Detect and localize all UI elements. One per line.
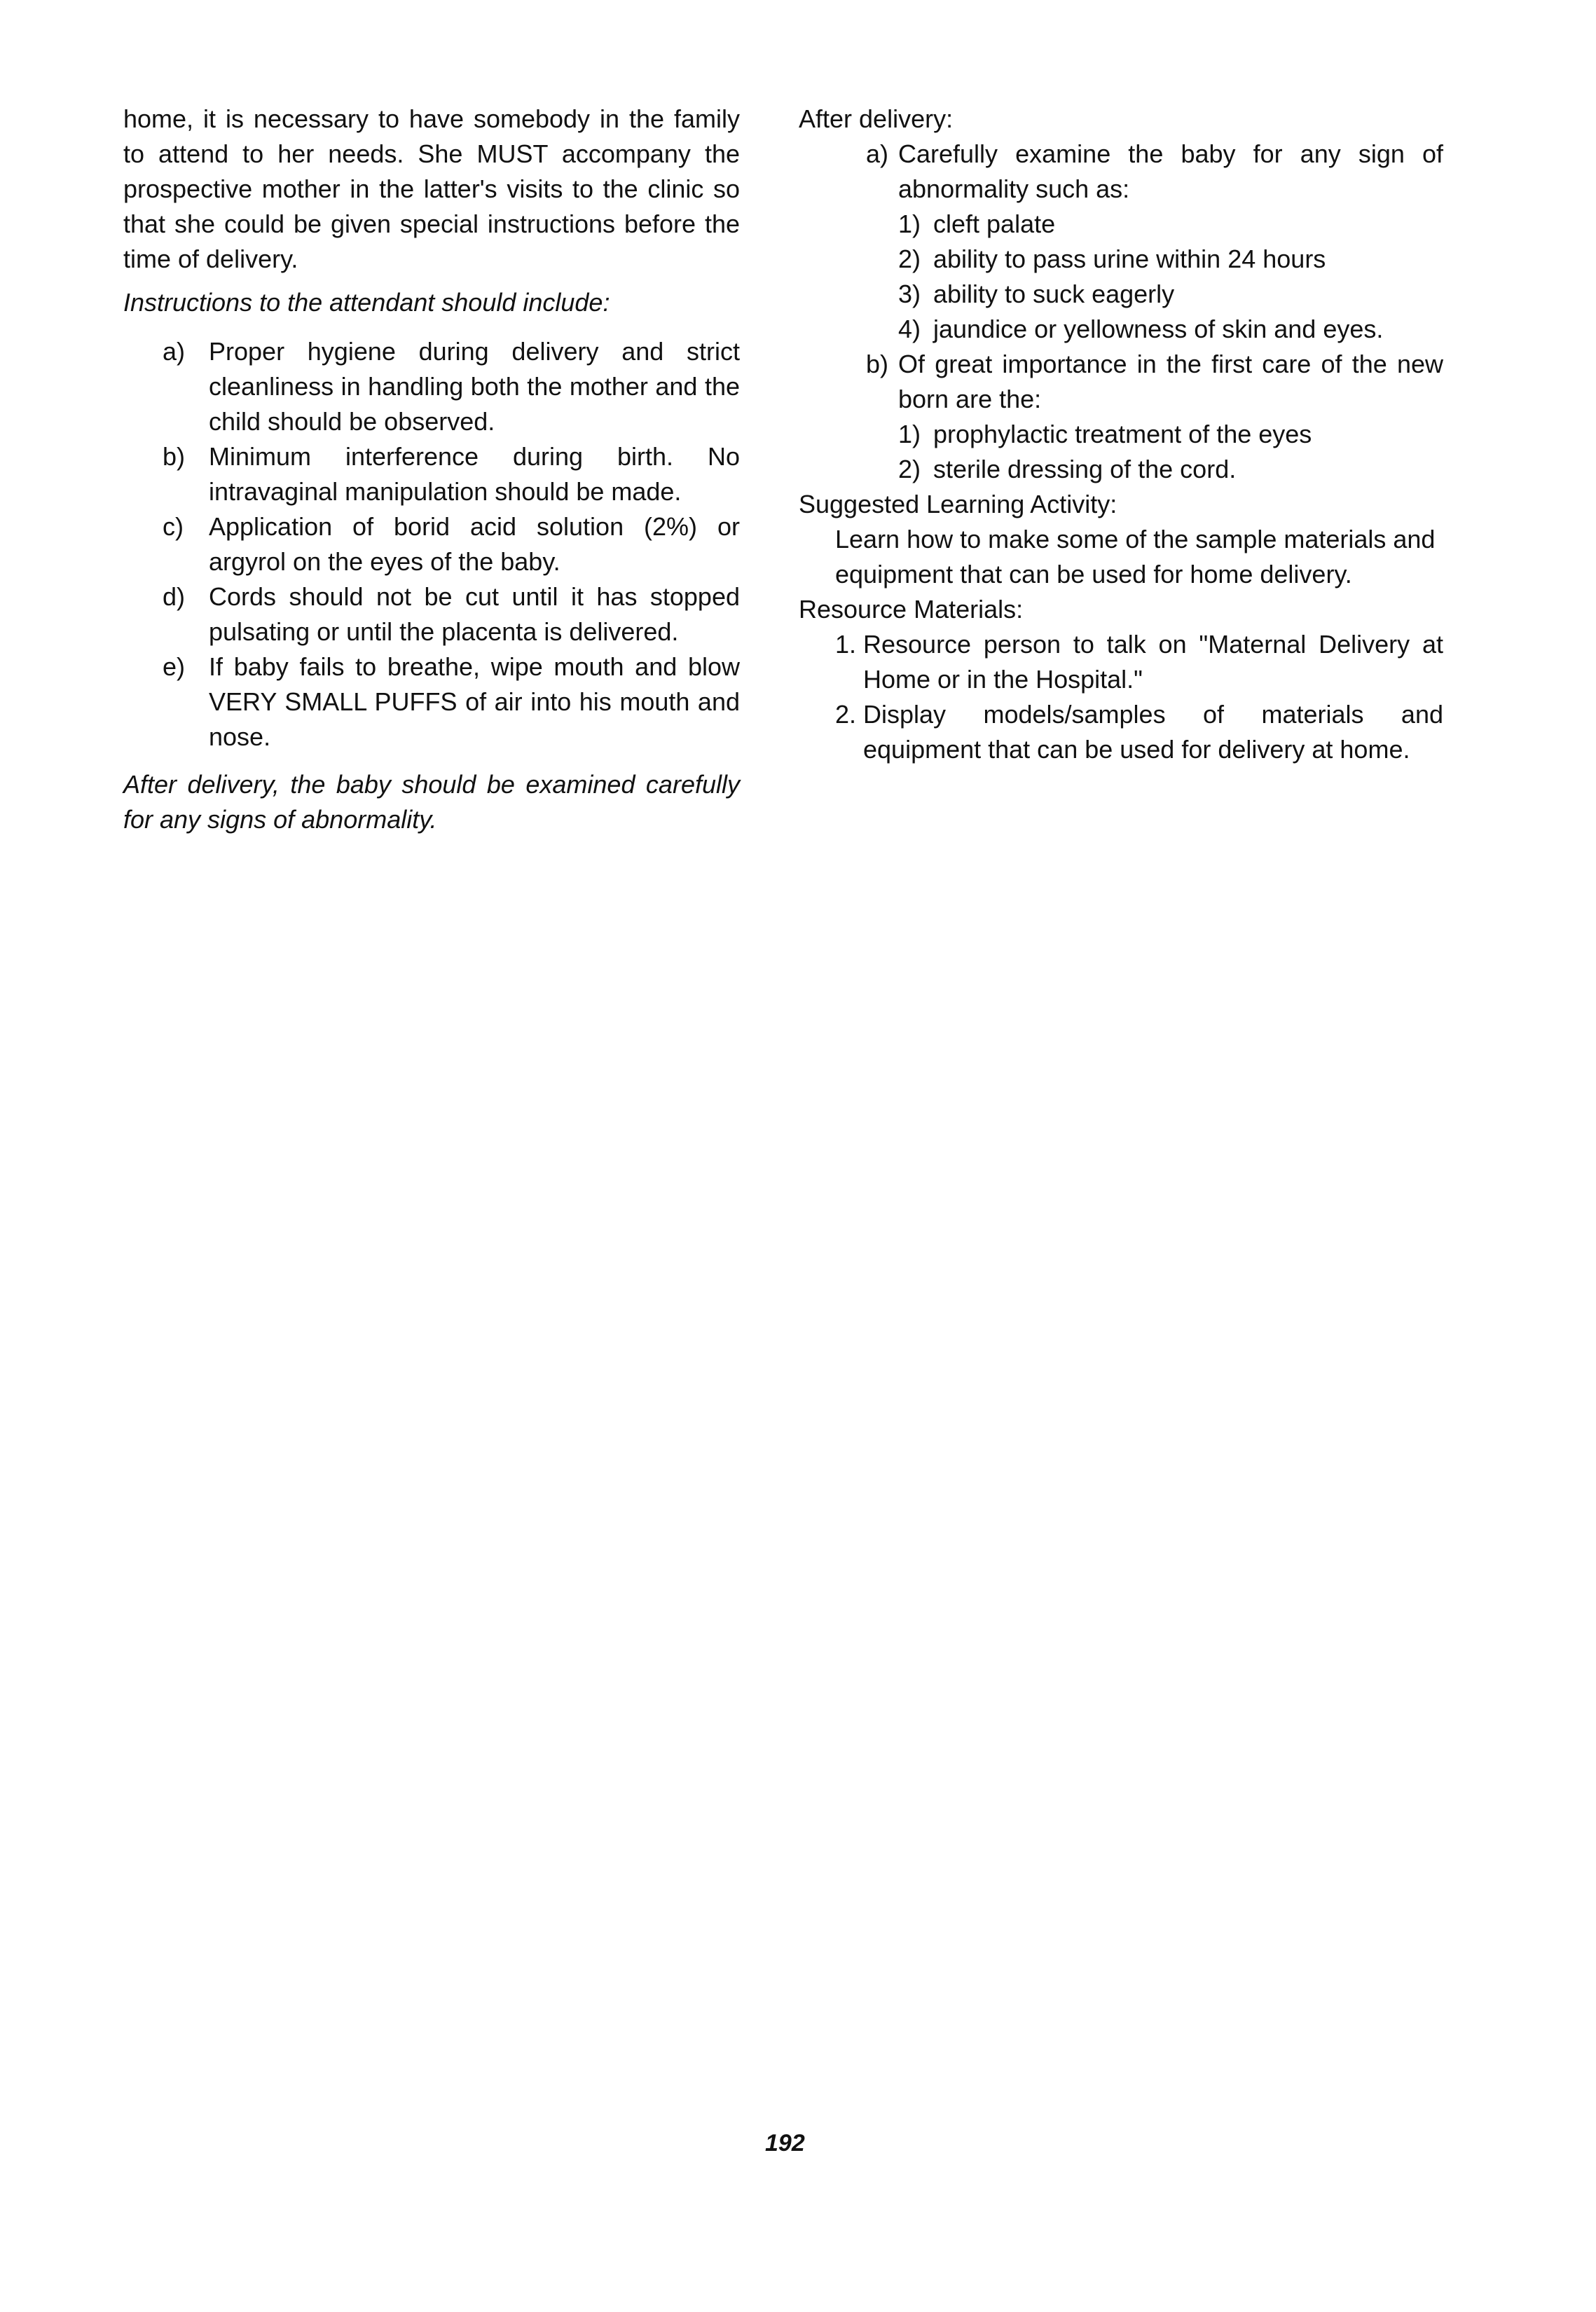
item-marker: 1) — [898, 209, 921, 238]
item-marker: 3) — [898, 280, 921, 308]
item-marker: 2. — [835, 700, 857, 729]
care-list-item — [799, 417, 1443, 452]
item-marker: e) — [163, 652, 186, 681]
instructions-list — [123, 334, 740, 755]
right-column — [799, 102, 1443, 767]
intro-paragraph: home, it is necessary to have somebody in the family to attend to her needs. She MUST accompany the prospective mother in the latter's visits to the clinic so that she could be given special instructions before the time of delivery. — [123, 104, 740, 273]
item-marker: 1. — [835, 630, 857, 659]
closing-paragraph: After delivery, the baby should be examined carefully for any signs of abnormality. — [123, 770, 740, 834]
page-number: 192 — [765, 2130, 805, 2156]
instruction-item — [123, 334, 740, 439]
item-marker: 2) — [898, 245, 921, 273]
item-marker: c) — [163, 512, 184, 541]
sign-list-item — [799, 312, 1443, 347]
item-marker: a) — [163, 337, 186, 366]
item-marker: 1) — [898, 420, 921, 448]
item-text: If baby fails to breathe, wipe mouth and blow VERY SMALL PUFFS of air into his mouth and nose. — [209, 652, 740, 751]
item-marker: a) — [866, 139, 889, 168]
care-list-item — [799, 452, 1443, 487]
sign-list-item — [799, 277, 1443, 312]
left-column — [123, 102, 740, 837]
instruction-item — [123, 649, 740, 755]
after-delivery-item-a — [799, 137, 1443, 207]
item-text: cleft palate — [933, 209, 1056, 238]
resource-item — [799, 697, 1443, 767]
sign-list-item — [799, 242, 1443, 277]
instruction-item — [123, 579, 740, 649]
item-text: jaundice or yellowness of skin and eyes. — [933, 315, 1384, 343]
item-marker: b) — [866, 350, 889, 378]
item-marker: d) — [163, 582, 186, 611]
instruction-item — [123, 509, 740, 579]
instruction-item — [123, 439, 740, 509]
item-marker: 4) — [898, 315, 921, 343]
item-text: Application of borid acid solution (2%) or argyrol on the eyes of the baby. — [209, 512, 740, 576]
instructions-heading: Instructions to the attendant should include: — [123, 288, 610, 317]
item-marker: 2) — [898, 455, 921, 483]
resource-item — [799, 627, 1443, 697]
item-text: ability to suck eagerly — [933, 280, 1175, 308]
item-text: Cords should not be cut until it has stopped pulsating or until the placenta is delivered. — [209, 582, 740, 646]
item-text: Of great importance in the first care of the new born are the: — [898, 350, 1443, 413]
item-text: ability to pass urine within 24 hours — [933, 245, 1326, 273]
resource-materials-heading: Resource Materials: — [799, 595, 1024, 624]
suggested-activity-text: Learn how to make some of the sample materials and equipment that can be used for home delivery. — [835, 525, 1436, 589]
item-text: prophylactic treatment of the eyes — [933, 420, 1312, 448]
item-marker: b) — [163, 442, 186, 471]
item-text: Display models/samples of materials and equipment that can be used for delivery at home. — [863, 700, 1443, 764]
after-delivery-heading: After delivery: — [799, 104, 954, 133]
sign-list-item — [799, 207, 1443, 242]
item-text: Resource person to talk on "Maternal Delivery at Home or in the Hospital." — [863, 630, 1443, 694]
item-text: Proper hygiene during delivery and strict cleanliness in handling both the mother and the child should be observed. — [209, 337, 740, 436]
item-text: sterile dressing of the cord. — [933, 455, 1237, 483]
suggested-activity-heading: Suggested Learning Activity: — [799, 490, 1117, 518]
item-text: Minimum interference during birth. No intravaginal manipulation should be made. — [209, 442, 740, 506]
item-text: Carefully examine the baby for any sign of abnormality such as: — [898, 139, 1443, 203]
after-delivery-item-b — [799, 347, 1443, 417]
